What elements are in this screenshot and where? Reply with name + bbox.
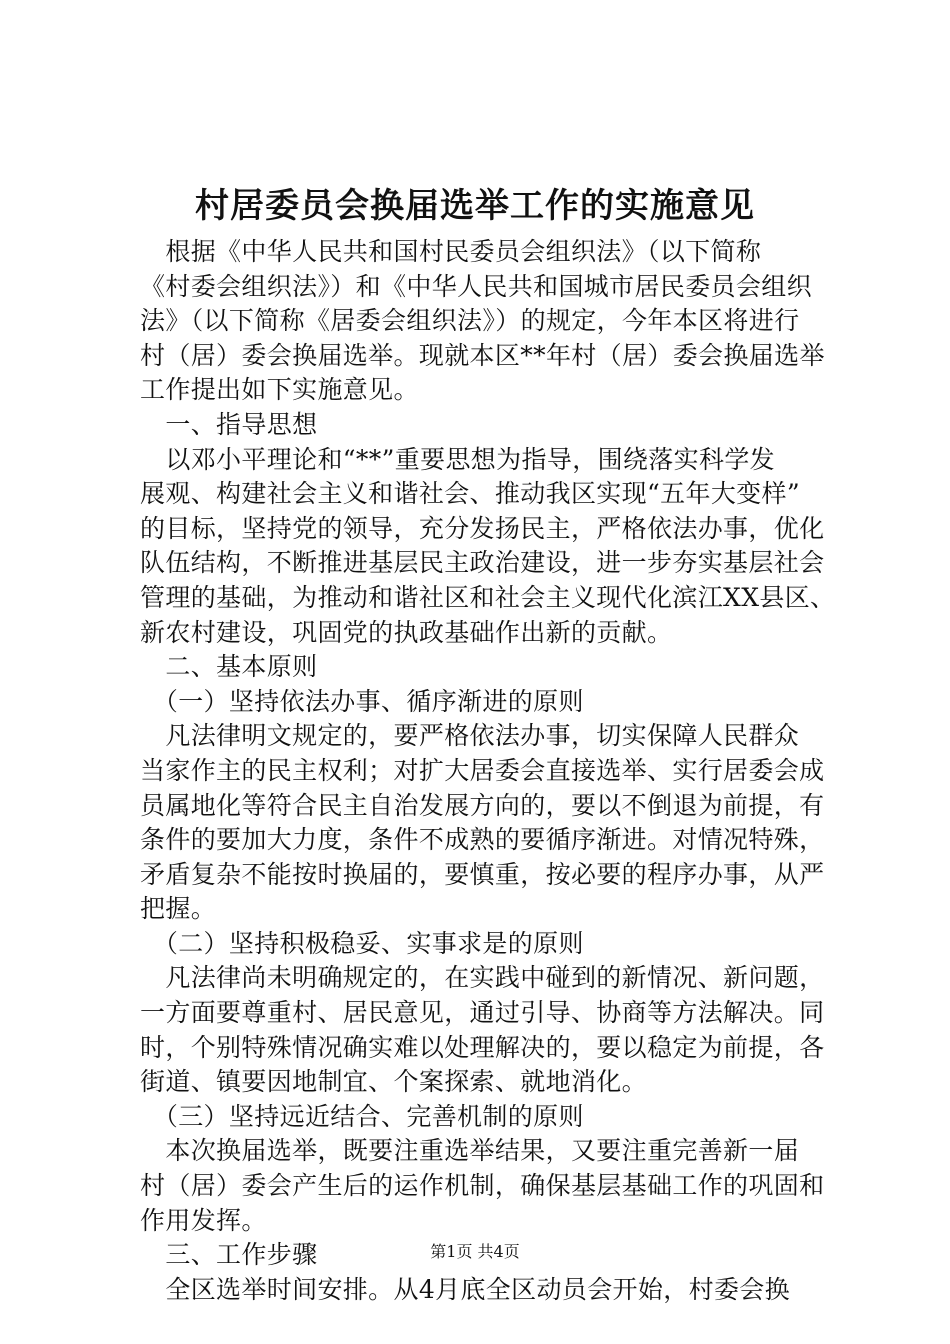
body-line: 队伍结构，不断推进基层民主政治建设，进一步夯实基层社会	[140, 548, 825, 578]
body-line: 新农村建设，巩固党的执政基础作出新的贡献。	[140, 617, 673, 647]
subsection-heading: （三）坚持远近结合、完善机制的原则	[140, 1101, 584, 1131]
body-line: 本次换届选举，既要注重选举结果，又要注重完善新一届	[140, 1136, 800, 1166]
document-body	[140, 235, 838, 1307]
body-line: 村（居）委会产生后的运作机制，确保基层基础工作的巩固和	[140, 1171, 825, 1201]
body-line: 员属地化等符合民主自治发展方向的，要以不倒退为前提，有	[140, 790, 825, 820]
body-line: 作用发挥。	[140, 1205, 267, 1235]
body-line: 的目标，坚持党的领导，充分发扬民主，严格依法办事，优化	[140, 513, 825, 543]
body-line: 凡法律尚未明确规定的，在实践中碰到的新情况、新问题，	[140, 963, 825, 993]
subsection-heading: （一）坚持依法办事、循序渐进的原则	[140, 686, 584, 716]
body-line: 展观、构建社会主义和谐社会、推动我区实现“五年大变样”	[140, 479, 801, 509]
body-line: 工作提出如下实施意见。	[140, 375, 419, 405]
section-heading: 一、指导思想	[140, 409, 318, 439]
body-line: 当家作主的民主权利；对扩大居委会直接选举、实行居委会成	[140, 755, 825, 785]
body-line: 街道、镇要因地制宜、个案探索、就地消化。	[140, 1067, 648, 1097]
body-line: 根据《中华人民共和国村民委员会组织法》（以下简称	[140, 237, 762, 266]
body-line: 一方面要尊重村、居民意见，通过引导、协商等方法解决。同	[140, 998, 825, 1028]
body-line: 全区选举时间安排。从4月底全区动员会开始，村委会换	[140, 1274, 791, 1304]
document-title: 村居委员会换届选举工作的实施意见	[195, 186, 755, 226]
subsection-heading: （二）坚持积极稳妥、实事求是的原则	[140, 928, 584, 958]
body-line: 把握。	[140, 894, 217, 924]
body-line: 法》（以下简称《居委会组织法》）的规定，今年本区将进行	[140, 306, 800, 336]
section-heading: 三、工作步骤	[140, 1240, 318, 1270]
body-line: 时，个别特殊情况确实难以处理解决的，要以稳定为前提，各	[140, 1032, 825, 1062]
body-line: 以邓小平理论和“**”重要思想为指导，围绕落实科学发	[140, 444, 776, 474]
body-line: 条件的要加大力度，条件不成熟的要循序渐进。对情况特殊，	[140, 825, 825, 855]
body-line: 《村委会组织法》）和《中华人民共和国城市居民委员会组织	[140, 271, 812, 301]
page-number: 第1页 共4页	[430, 1242, 520, 1261]
section-heading: 二、基本原则	[140, 652, 318, 682]
body-line: 村（居）委会换届选举。现就本区**年村（居）委会换届选举	[140, 340, 825, 370]
body-line: 管理的基础，为推动和谐社区和社会主义现代化滨江XX县区、	[140, 582, 836, 612]
body-line: 凡法律明文规定的，要严格依法办事，切实保障人民群众	[140, 721, 800, 751]
body-line: 矛盾复杂不能按时换届的，要慎重，按必要的程序办事，从严	[140, 859, 825, 889]
